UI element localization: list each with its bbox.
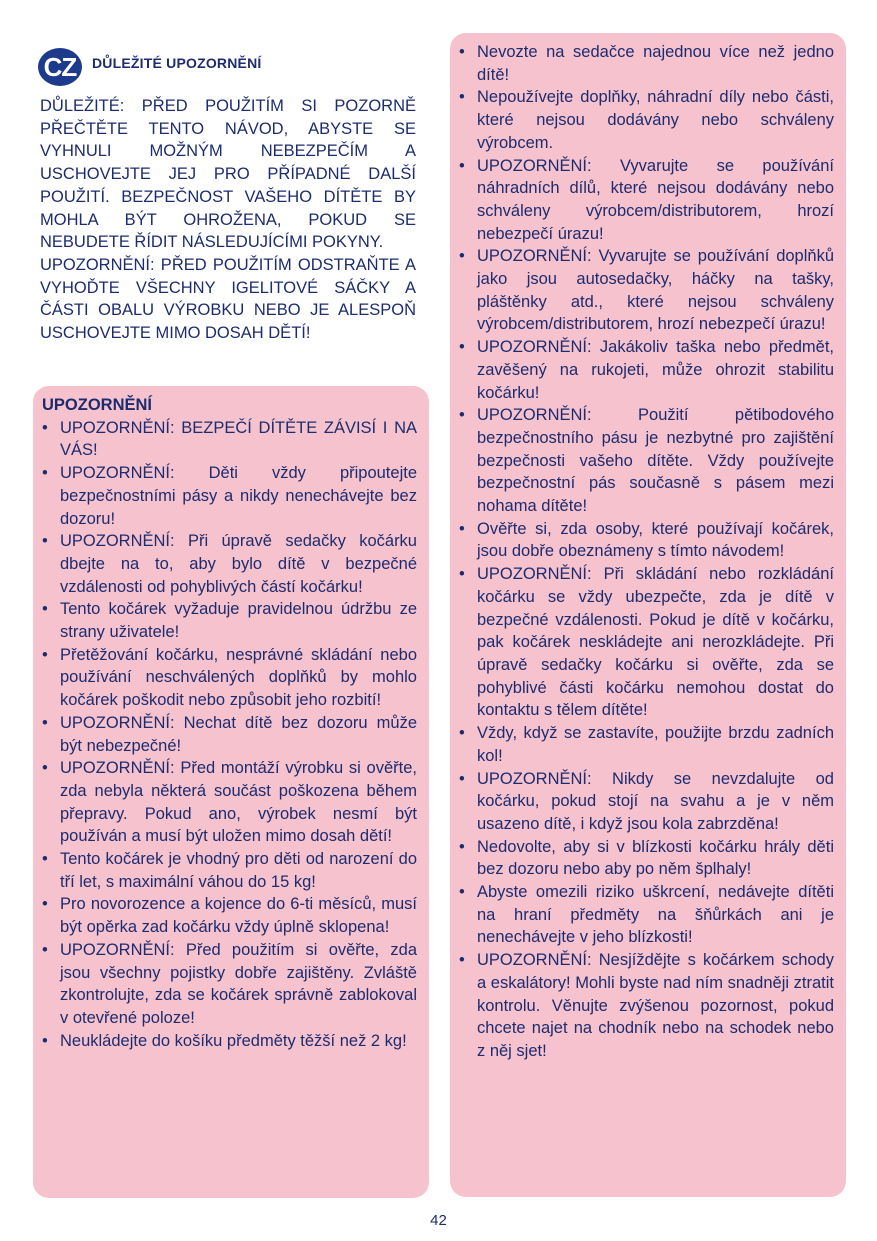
list-item: • Nevozte na sedačce najednou více než jedno dítě! xyxy=(459,41,834,86)
list-item: • UPOZORNĚNÍ: Nesjíždějte s kočárkem schody a eskalátory! Mohli byste nad ním snadněji ztratit kontrolu. Věnujte zvýšenou pozornost, pokud chcete najet na chodník nebo na schodek nebo z něj sjet! xyxy=(459,949,834,1063)
list-item: • Neukládejte do košíku předměty těžší než 2 kg! xyxy=(42,1030,417,1053)
list-item: • Přetěžování kočárku, nesprávné skládání nebo používání neschválených doplňků by mohlo kočárek poškodit nebo způsobit jeho rozbití! xyxy=(42,644,417,712)
intro-paragraph-2: UPOZORNĚNÍ: PŘED POUŽITÍM ODSTRAŇTE A VYHOĎTE VŠECHNY IGELITOVÉ SÁČKY A ČÁSTI OBALU VÝROBKU NEBO JE ALESPOŇ USCHOVEJTE MIMO DOSAH DĚTÍ! xyxy=(40,255,416,343)
list-item: • Vždy, když se zastavíte, použijte brzdu zadních kol! xyxy=(459,722,834,767)
list-item: • UPOZORNĚNÍ: Před montáží výrobku si ověřte, zda nebyla některá součást poškozena během přepravy. Pokud ano, výrobek nesmí být používán a musí být uložen mimo dosah dětí! xyxy=(42,757,417,848)
warnings-box-left xyxy=(33,386,429,1198)
list-item: • Tento kočárek je vhodný pro děti od narození do tří let, s maximální váhou do 15 kg! xyxy=(42,848,417,893)
list-item: • UPOZORNĚNÍ: Nechat dítě bez dozoru může být nebezpečné! xyxy=(42,712,417,757)
list-item: • Nedovolte, aby si v blízkosti kočárku hrály děti bez dozoru nebo aby po něm šplhaly! xyxy=(459,836,834,881)
list-item: • UPOZORNĚNÍ: Při úpravě sedačky kočárku dbejte na to, aby bylo dítě v bezpečné vzdálenosti od pohyblivých částí kočárku! xyxy=(42,530,417,598)
list-item: • UPOZORNĚNÍ: Jakákoliv taška nebo předmět, zavěšený na rukojeti, může ohrozit stabilitu kočárku! xyxy=(459,336,834,404)
list-item: • UPOZORNĚNÍ: Vyvarujte se používání náhradních dílů, které nejsou dodávány nebo schváleny výrobcem/distributorem, hrozí nebezpečí úrazu! xyxy=(459,155,834,246)
list-item: • UPOZORNĚNÍ: Použití pětibodového bezpečnostního pásu je nezbytné pro zajištění bezpečnosti vašeho dítěte. Vždy používejte bezpečnostní pás současně s pásem mezi nohama dítěte! xyxy=(459,404,834,518)
warnings-box-right xyxy=(450,33,846,1197)
list-item: • Abyste omezili riziko uškrcení, nedávejte dítěti na hraní předměty na šňůrkách ani je nenechávejte v jeho blízkosti! xyxy=(459,881,834,949)
list-item: • Pro novorozence a kojence do 6-ti měsíců, musí být opěrka zad kočárku vždy úplně sklopena! xyxy=(42,893,417,938)
list-item: • UPOZORNĚNÍ: Nikdy se nevzdalujte od kočárku, pokud stojí na svahu a je v něm usazeno dítě, i když jsou kola zabrzděna! xyxy=(459,768,834,836)
list-item: • UPOZORNĚNÍ: Při skládání nebo rozkládání kočárku se vždy ubezpečte, zda je dítě v bezpečné vzdálenosti. Pokud je dítě v kočárku, pak kočárek neskládejte ani nerozkládejte. Při úpravě sedačky kočárku si ověřte, zda se pohyblivé části kočárku nemohou dostat do kontaktu s tělem dítěte! xyxy=(459,563,834,722)
list-item: • UPOZORNĚNÍ: Děti vždy připoutejte bezpečnostními pásy a nikdy nenechávejte bez dozoru! xyxy=(42,462,417,530)
warnings-list-right xyxy=(459,41,834,1063)
page-title: DŮLEŽITÉ UPOZORNĚNÍ xyxy=(92,55,262,71)
list-item: • Nepoužívejte doplňky, náhradní díly nebo části, které nejsou dodávány nebo schváleny výrobcem. xyxy=(459,86,834,154)
intro-text xyxy=(40,95,416,345)
list-item: • Ověřte si, zda osoby, které používají kočárek, jsou dobře obeznámeny s tímto návodem! xyxy=(459,518,834,563)
list-item: • UPOZORNĚNÍ: Vyvarujte se používání doplňků jako jsou autosedačky, háčky na tašky, pláštěnky atd., které nejsou schváleny výrobcem/distributorem, hrozí nebezpečí úrazu! xyxy=(459,245,834,336)
list-item: • UPOZORNĚNÍ: BEZPEČÍ DÍTĚTE ZÁVISÍ I NA VÁS! xyxy=(42,417,417,462)
warnings-box-title: UPOZORNĚNÍ xyxy=(42,396,153,414)
language-badge: CZ xyxy=(38,48,82,86)
page-number: 42 xyxy=(430,1212,447,1229)
list-item: • UPOZORNĚNÍ: Před použitím si ověřte, zda jsou všechny pojistky dobře zajištěny. Zvláště zkontrolujte, zda se kočárek správně zablokoval v otevřené poloze! xyxy=(42,939,417,1030)
intro-paragraph-1: DŮLEŽITÉ: PŘED POUŽITÍM SI POZORNĚ PŘEČTĚTE TENTO NÁVOD, ABYSTE SE VYHNULI MOŽNÝM NEBEZPEČÍM A USCHOVEJTE JEJ PRO PŘÍPADNÉ DALŠÍ POUŽITÍ. BEZPEČNOST VAŠEHO DÍTĚTE BY MOHLA BÝT OHROŽENA, POKUD SE NEBUDETE ŘÍDIT NÁSLEDUJÍCÍMI POKYNY. xyxy=(40,97,416,252)
warnings-list-left xyxy=(42,417,417,1053)
list-item: • Tento kočárek vyžaduje pravidelnou údržbu ze strany uživatele! xyxy=(42,598,417,643)
